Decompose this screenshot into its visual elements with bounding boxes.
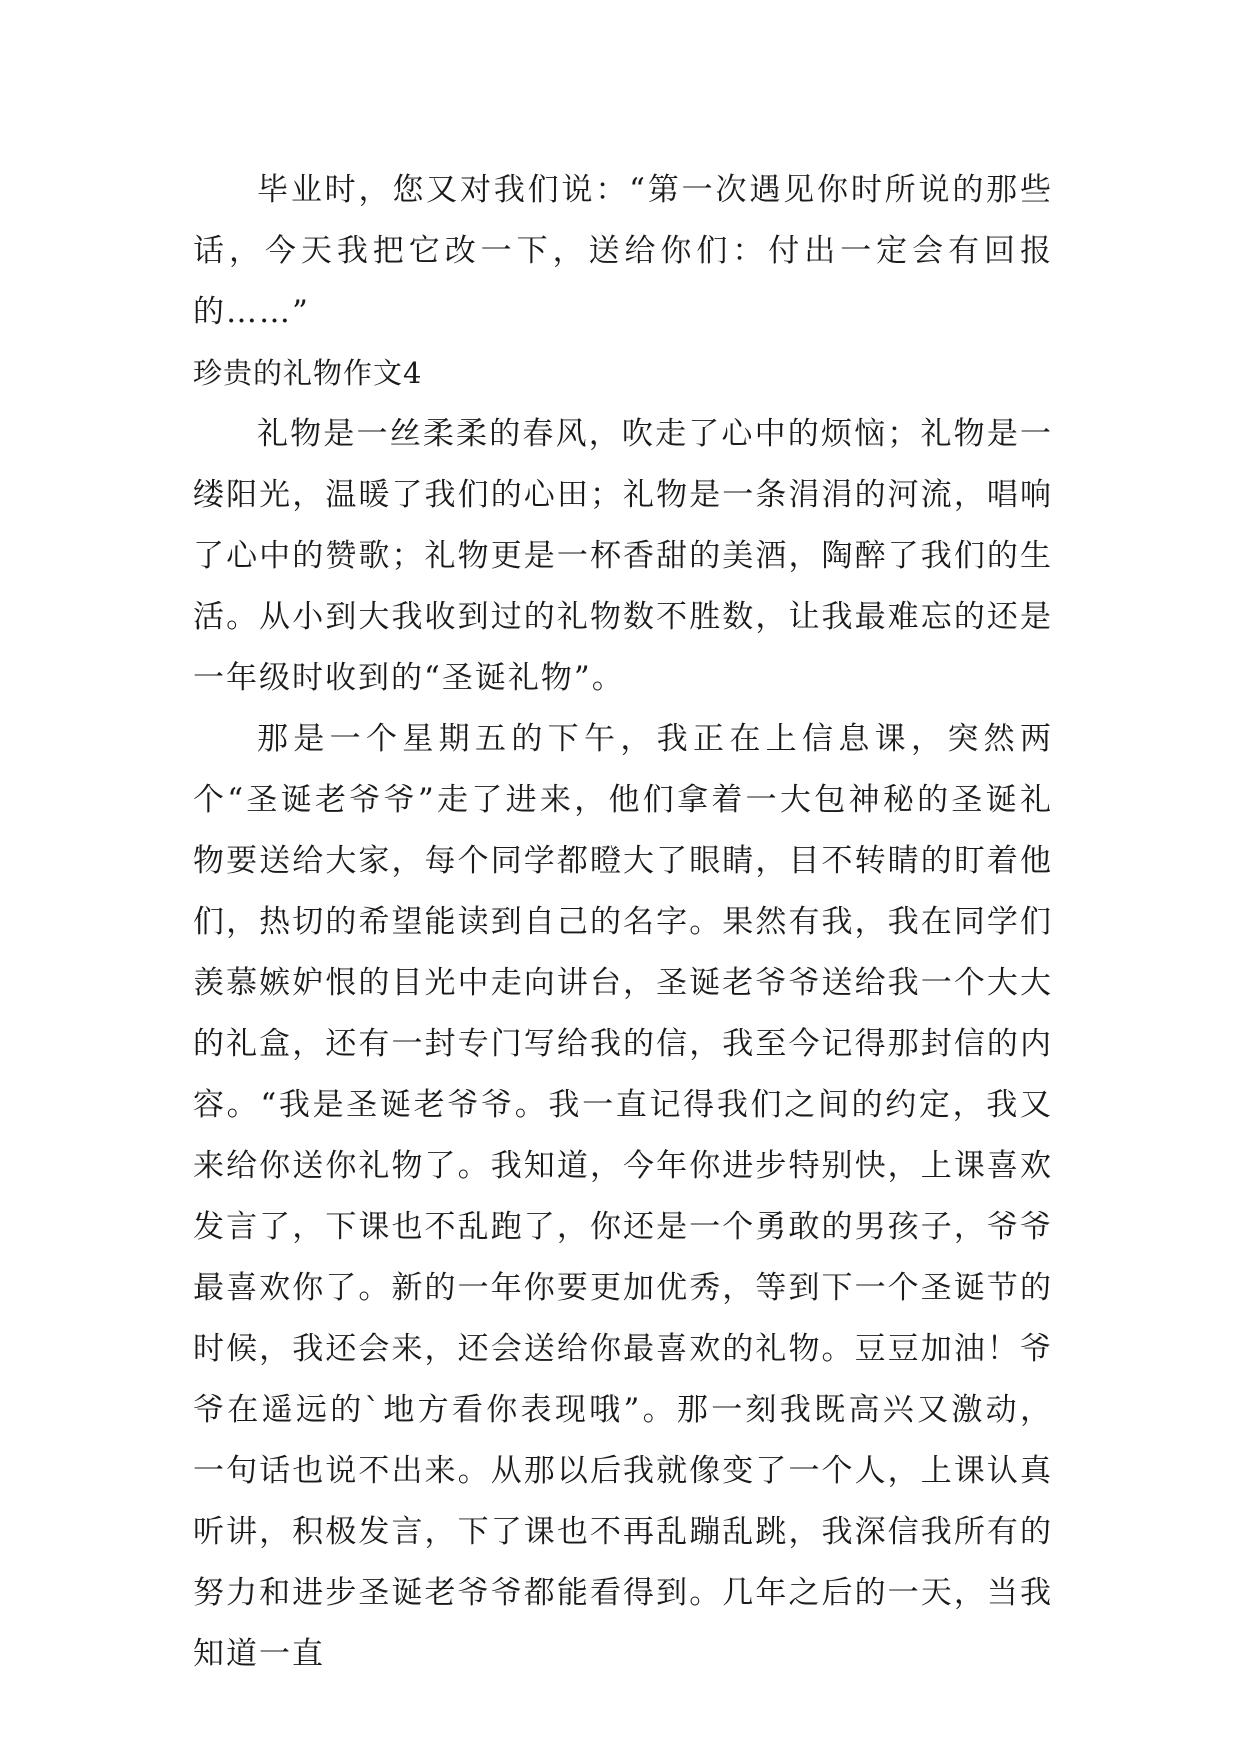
- section-heading: 珍贵的礼物作文4: [193, 356, 423, 390]
- paragraph-christmas-story: 那是一个星期五的下午，我正在上信息课，突然两个“圣诞老爷爷”走了进来，他们拿着一大包神秘的圣诞礼物要送给大家，每个同学都瞪大了眼睛，目不转睛的盯着他们，热切的希望能读到自己的名字。果然有我，我在同学们羡慕嫉妒恨的目光中走向讲台，圣诞老爷爷送给我一个大大的礼盒，还有一封专门写给我的信，我至今记得那封信的内容。“我是圣诞老爷爷。我一直记得我们之间的约定，我又来给你送你礼物了。我知道，今年你进步特别快，上课喜欢发言了，下课也不乱跑了，你还是一个勇敢的男孩子，爷爷最喜欢你了。新的一年你要更加优秀，等到下一个圣诞节的时候，我还会来，还会送给你最喜欢的礼物。豆豆加油！爷爷在遥远的`地方看你表现哦”。那一刻我既高兴又激动，一句话也说不出来。从那以后我就像变了一个人，上课认真听讲，积极发言，下了课也不再乱蹦乱跳，我深信我所有的努力和进步圣诞老爷爷都能看得到。几年之后的一天，当我知道一直: [193, 721, 1053, 1672]
- paragraph-gift-metaphors: 礼物是一丝柔柔的春风，吹走了心中的烦恼；礼物是一缕阳光，温暖了我们的心田；礼物是一条涓涓的河流，唱响了心中的赞歌；礼物更是一杯香甜的美酒，陶醉了我们的生活。从小到大我收到过的礼物数不胜数，让我最难忘的还是一年级时收到的“圣诞礼物”。: [193, 416, 1053, 696]
- paragraph-graduation-quote: 毕业时，您又对我们说：“第一次遇见你时所说的那些话，今天我把它改一下，送给你们：付出一定会有回报的……”: [193, 172, 1053, 330]
- document-body: [193, 160, 1053, 1685]
